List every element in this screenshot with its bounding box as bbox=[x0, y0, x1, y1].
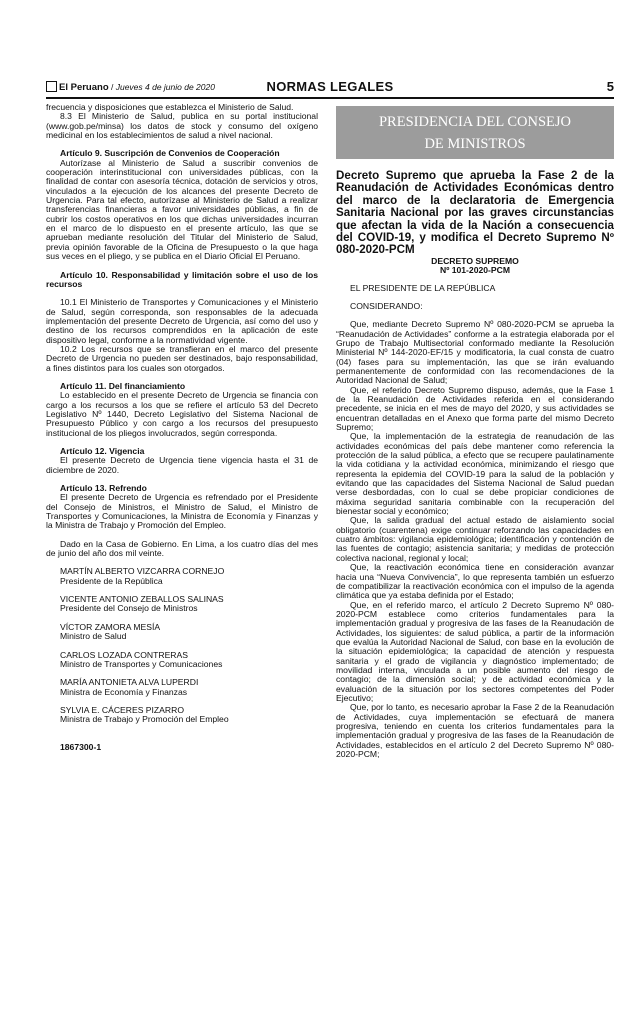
paragraph: 10.1 El Ministerio de Transportes y Comunicaciones y el Ministerio de Salud, según corresponda, son responsables de la adecuada implementación del presente Decreto de Urgencia, así como del uso y destino de los recursos comprendidos en la aplicación de este dispositivo legal, conforme a la normatividad vigente. bbox=[46, 297, 318, 345]
signatory bbox=[46, 623, 318, 642]
signatory-role: Ministro de Salud bbox=[60, 631, 127, 642]
signatory-role: Ministro de Transportes y Comunicaciones bbox=[60, 658, 223, 669]
signatory-role: Ministra de Economía y Finanzas bbox=[60, 686, 188, 697]
section-title: NORMAS LEGALES bbox=[266, 79, 394, 94]
decree-title: Decreto Supremo que aprueba la Fase 2 de la Reanudación de Actividades Económicas dentro del marco de la declaratoria de Emergencia Sanitaria Nacional por las graves circunstancias que afectan la vida de la Nación a consecuencia del COVID-19, y modifica el Decreto Supremo Nº 080-2020-PCM bbox=[336, 169, 614, 257]
decree-number bbox=[336, 257, 614, 276]
page-number: 5 bbox=[606, 79, 614, 94]
article-heading: Artículo 12. Vigencia bbox=[60, 446, 145, 456]
masthead: El Peruano / Jueves 4 de junio de 2020 bbox=[46, 78, 215, 97]
signatory-role: Ministra de Trabajo y Promoción del Empleo bbox=[60, 714, 229, 725]
signatory-role: Presidente de la República bbox=[60, 575, 163, 586]
paragraph: Que, la implementación de la estrategia de reanudación de las actividades económicas del país debe mantener como referencia la protección de la salud pública, a efecto que se recupere paulatinamente la vida cotidiana y la actividad económica, minimizando el riesgo que representa la epidemia del COVID-19 para la salud de la población y evitando que las capacidades del Sistema Nacional de Salud puedan verse desbordadas, con lo cual se debe propiciar condiciones de máxima seguridad sanitaria combinable con la recuperación del bienestar social y económico; bbox=[336, 431, 614, 517]
signatory-name: MARÍA ANTONIETA ALVA LUPERDI bbox=[60, 677, 199, 688]
paragraph: Lo establecido en el presente Decreto de Urgencia se financia con cargo a los recursos a los que se refiere el artículo 53 del Decreto Legislativo Nº 1440, Decreto Legislativo del Sistema Nacional de Presupuesto Público y con cargo a los recursos del presupuesto institucional de los pliegos involucrados, según corresponda. bbox=[46, 390, 318, 438]
article-heading: Artículo 11. Del financiamiento bbox=[60, 380, 186, 391]
article-heading: Artículo 13. Refrendo bbox=[60, 483, 147, 494]
article-heading: Artículo 9. Suscripción de Convenios de Cooperación bbox=[60, 148, 280, 159]
signatory-name: SYLVIA E. CÁCERES PIZARRO bbox=[60, 704, 185, 715]
right-column bbox=[336, 170, 614, 759]
banner-line: DE MINISTROS bbox=[424, 136, 526, 152]
paragraph: Que, en el referido marco, el artículo 2 Decreto Supremo Nº 080-2020-PCM establece como criterios fundamentales para la implementación gradual y progresiva de las fases de la Reanudación de Actividades, los siguientes: de salud pública, a partir de la información que evalúa la Autoridad Nacional de Salud, con base en la evolución de la situación epidemiológica; la capacidad de atención y respuesta sanitaria y el grado de vigilancia y diagnóstico implementado; de movilidad interna, vinculada a un posible aumento del riesgo de contagio; de la dimensión social; y de actividad económica y la evaluación de la situación por los sectores competentes del Poder Ejecutivo; bbox=[336, 599, 614, 703]
decree-id: Nº 101-2020-PCM bbox=[439, 265, 510, 276]
signatory-name: VICENTE ANTONIO ZEBALLOS SALINAS bbox=[60, 594, 224, 605]
signatory bbox=[46, 678, 318, 697]
signatory bbox=[46, 567, 318, 586]
closing-statement: Dado en la Casa de Gobierno. En Lima, a los cuatro días del mes de junio del año dos mil veinte. bbox=[46, 538, 318, 559]
header-divider bbox=[46, 97, 614, 99]
signatory bbox=[46, 651, 318, 670]
paragraph: Que, por lo tanto, es necesario aprobar la Fase 2 de la Reanudación de Actividades, cuya implementación se efectuará de manera progresiva, teniendo en cuenta los criterios fundamentales para la implementación gradual y progresiva de las fases de la Reanudación de Actividades, establecidos en el artículo 2 del Decreto Supremo Nº 080-2020-PCM; bbox=[336, 702, 614, 760]
signatory-role: Presidente del Consejo de Ministros bbox=[60, 603, 198, 614]
signatory-name: CARLOS LOZADA CONTRERAS bbox=[60, 649, 188, 660]
signatory-name: MARTÍN ALBERTO VIZCARRA CORNEJO bbox=[60, 566, 225, 577]
article-heading: Artículo 10. Responsabilidad y limitación sobre el uso de los recursos bbox=[46, 269, 318, 289]
considerando-label: CONSIDERANDO: bbox=[350, 300, 423, 311]
paragraph: 8.3 El Ministerio de Salud, publica en su portal institucional (www.gob.pe/minsa) los datos de stock y consumo del oxígeno medicinal en los establecimientos de salud a nivel nacional. bbox=[46, 111, 318, 141]
signatory bbox=[46, 706, 318, 725]
issue-date: Jueves 4 de junio de 2020 bbox=[115, 82, 215, 92]
paragraph: frecuencia y disposiciones que establezca el Ministerio de Salud. bbox=[46, 102, 294, 112]
newspaper-name: El Peruano bbox=[59, 82, 109, 93]
president-line: EL PRESIDENTE DE LA REPÚBLICA bbox=[350, 282, 496, 293]
page-header bbox=[46, 78, 614, 96]
signatory bbox=[46, 595, 318, 614]
paragraph: Que, el referido Decreto Supremo dispuso, además, que la Fase 1 de la Reanudación de Actividades referida en el considerando precedente, se inicia en el mes de mayo del 2020, y sus actividades se encuentran detalladas en el Anexo que forma parte del mismo Decreto Supremo; bbox=[336, 384, 614, 432]
signatory-name: VÍCTOR ZAMORA MESÍA bbox=[60, 621, 161, 632]
decree-label: DECRETO SUPREMO bbox=[431, 255, 519, 266]
paragraph: El presente Decreto de Urgencia es refrendado por el Presidente del Consejo de Ministros, el Ministro de Salud, el Ministro de Transportes y Comunicaciones, la Ministra de Economía y Finanzas y la Ministra de Trabajo y Promoción del Empleo. bbox=[46, 492, 318, 531]
paragraph: Que, mediante Decreto Supremo Nº 080-2020-PCM se aprueba la “Reanudación de Actividades” conforme a la estrategia elaborada por el Grupo de Trabajo Multisectorial conformado mediante la Resolución Ministerial Nº 144-2020-EF/15 y modificatoria, la cual consta de cuatro (04) fases para su implementación, las que se irán evaluando permanentemente de conformidad con las recomendaciones de la Autoridad Nacional de Salud; bbox=[336, 319, 614, 386]
publication-code: 1867300-1 bbox=[60, 741, 102, 752]
paragraph: Que, la salida gradual del actual estado de aislamiento social obligatorio (cuarentena) exige continuar reforzando las capacidades en cuatro ámbitos: vigilancia epidemiológica; identificación y contención de las fuentes de contagio; asistencia sanitaria; y medidas de protección colectiva nacional, regional y local; bbox=[336, 515, 614, 563]
paragraph: El presente Decreto de Urgencia tiene vigencia hasta el 31 de diciembre de 2020. bbox=[46, 455, 318, 475]
paragraph: Que, la reactivación económica tiene en consideración avanzar hacia una “Nueva Convivencia”, lo que representa también un esfuerzo de compatibilizar la reactivación económica con el impulso de la agenda climática que ya estaba definida por el Estado; bbox=[336, 562, 614, 601]
banner-line: PRESIDENCIA DEL CONSEJO bbox=[378, 114, 571, 130]
paragraph: 10.2 Los recursos que se transfieran en el marco del presente Decreto de Urgencia no pueden ser destinados, bajo responsabilidad, a fines distintos para los cuales son otorgados. bbox=[46, 343, 318, 373]
left-column bbox=[46, 103, 318, 752]
section-banner bbox=[336, 106, 614, 159]
paragraph: Autorízase al Ministerio de Salud a suscribir convenios de cooperación interinstitucional con universidades públicas, con la finalidad de contar con asesoría técnica, dotación de servicios y otros, vinculados a la ejecución de los alcances del presente Decreto de Urgencia. Para tal efecto, autorízase al Ministerio de Salud a realizar transferencias financieras a favor universidades públicas, a fin de cubrir los costos operativos en los que dichas universidades incurran en el marco de lo dispuesto en el presente artículo, las que se aprueban mediante resolución del Titular del Ministerio de Salud, previa opinión favorable de la Oficina de Presupuesto o la que haga sus veces en el pliego, y se publica en el Diario Oficial El Peruano. bbox=[46, 157, 318, 262]
